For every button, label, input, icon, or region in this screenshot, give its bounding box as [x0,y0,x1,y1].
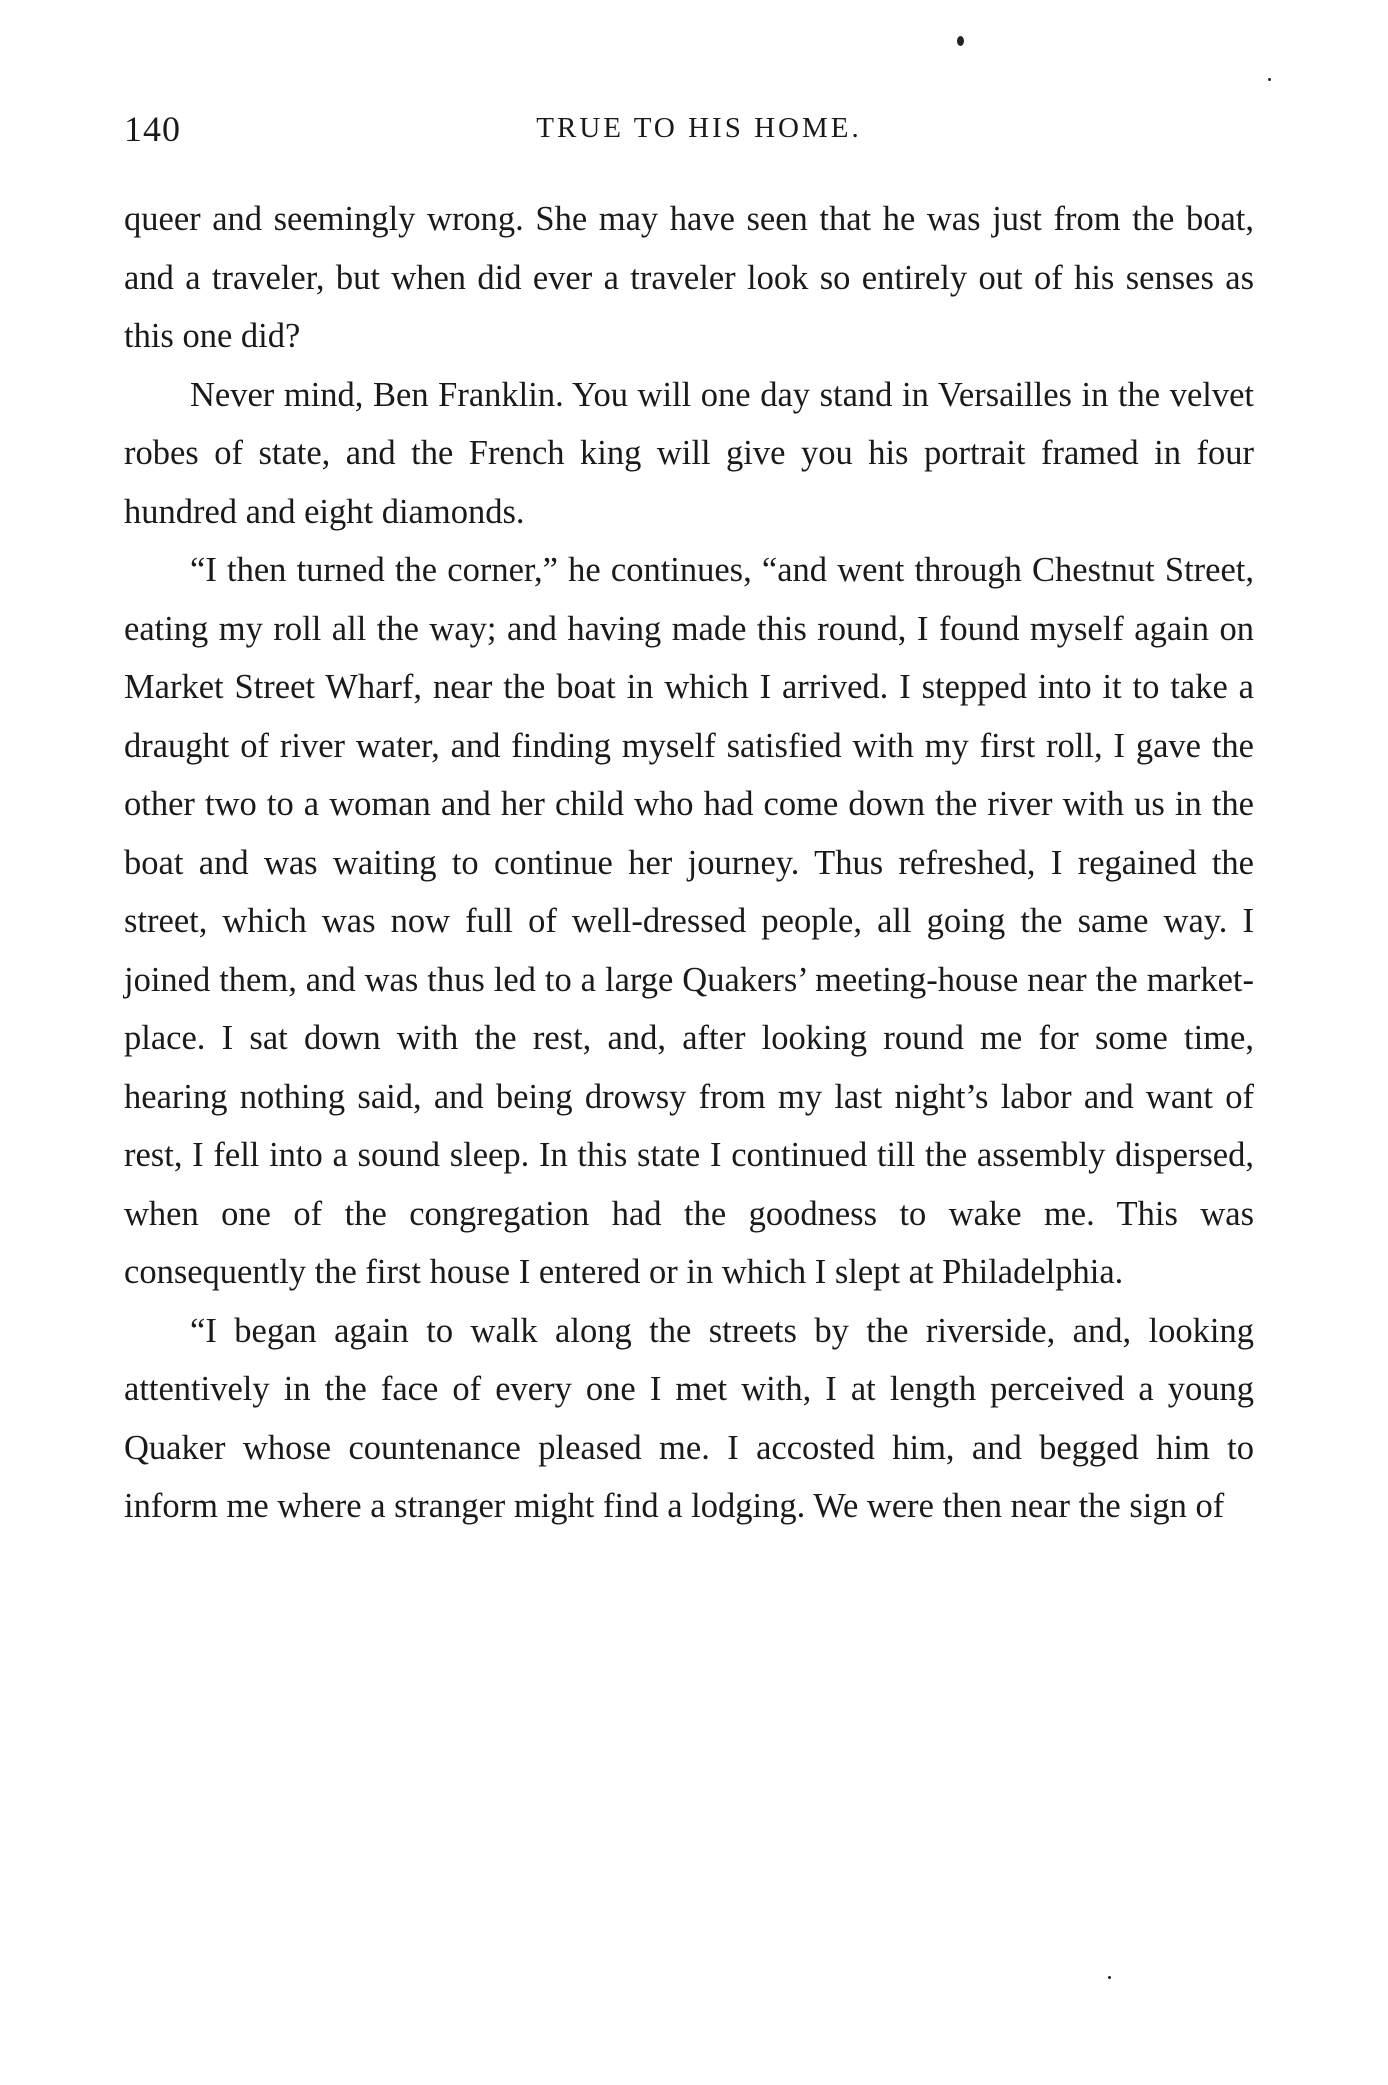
page-header [124,108,1254,160]
print-speck [957,36,964,46]
paragraph: Never mind, Ben Franklin. You will one day stand in Versailles in the velvet robes of state, and the French king will give you his portrait framed in four hundred and eight diamonds. [124,375,1254,531]
print-speck [1108,1976,1111,1979]
body-text [124,190,1254,1536]
print-speck [1268,78,1271,81]
running-title: TRUE TO HIS HOME. [536,112,862,144]
paragraph: “I began again to walk along the streets by the riverside, and, looking attentively in the face of every one I met with, I at length perceived a young Quaker whose countenance pleased me. I accosted him, and begged him to inform me where a stranger might find a lodging. We were then near the sign of [124,1311,1254,1525]
paragraph: queer and seemingly wrong. She may have seen that he was just from the boat, and a traveler, but when did ever a traveler look so entirely out of his senses as this one did? [124,200,1254,355]
page-number: 140 [124,109,181,149]
paragraph: “I then turned the corner,” he continues, “and went through Chestnut Street, eating my roll all the way; and having made this round, I found myself again on Market Street Wharf, near the boat in which I arrived. I stepped into it to take a draught of river water, and finding myself satisfied with my first roll, I gave the other two to a woman and her child who had come down the river with us in the boat and was waiting to continue her journey. Thus refreshed, I regained the street, which was now full of well-dressed people, all going the same way. I joined them, and was thus led to a large Quakers’ meeting-house near the market-place. I sat down with the rest, and, after looking round me for some time, hearing nothing said, and being drowsy from my last night’s labor and want of rest, I fell into a sound sleep. In this state I continued till the assembly dispersed, when one of the congregation had the goodness to wake me. This was consequently the first house I entered or in which I slept at Philadelphia. [124,551,1254,1291]
